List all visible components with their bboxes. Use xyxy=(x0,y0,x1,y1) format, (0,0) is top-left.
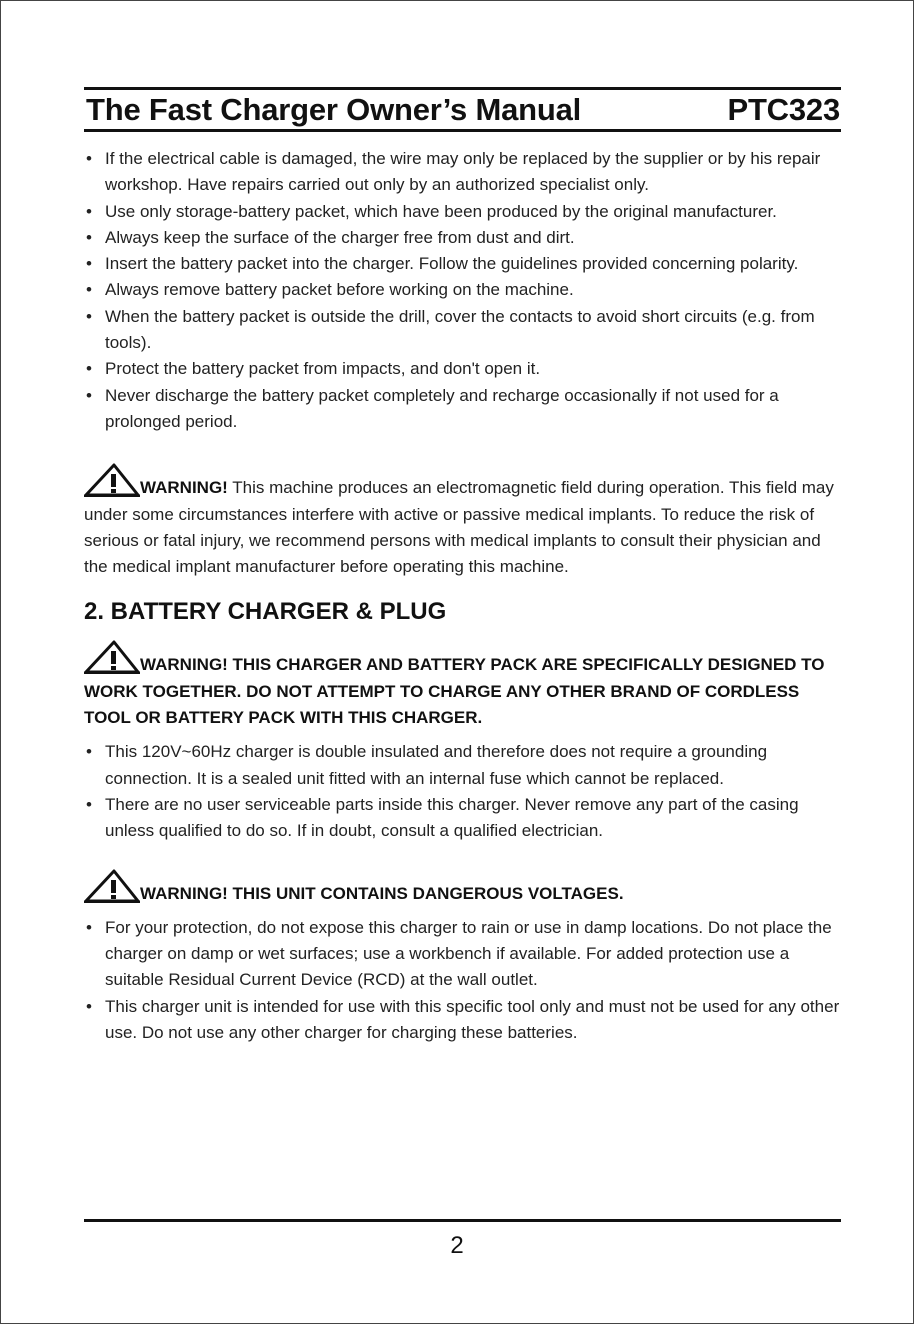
compatibility-warning xyxy=(84,640,844,731)
list-item: • Use only storage-battery packet, which have been produced by the original manufacturer. xyxy=(84,199,844,225)
header-rule-bottom xyxy=(84,129,841,132)
warning-triangle-icon xyxy=(84,463,140,497)
protection-bullet-list xyxy=(84,915,844,1046)
page-number: 2 xyxy=(450,1232,464,1259)
list-item: • Always keep the surface of the charger free from dust and dirt. xyxy=(84,225,844,251)
list-item: • Never discharge the battery packet completely and recharge occasionally if not used for a prolonged period. xyxy=(84,383,844,436)
footer-rule xyxy=(84,1219,841,1222)
page-content xyxy=(84,146,844,1046)
manual-header xyxy=(86,92,840,128)
list-item: • This 120V~60Hz charger is double insulated and therefore does not require a grounding connection. It is a sealed unit fitted with an internal fuse which cannot be replaced. xyxy=(84,739,844,792)
manual-title: The Fast Charger Owner’s Manual xyxy=(86,92,582,127)
list-item: • Insert the battery packet into the charger. Follow the guidelines provided concerning polarity. xyxy=(84,251,844,277)
list-item: • There are no user serviceable parts inside this charger. Never remove any part of the casing unless qualified to do so. If in doubt, consult a qualified electrician. xyxy=(84,792,844,845)
list-item: • If the electrical cable is damaged, the wire may only be replaced by the supplier or by his repair workshop. Have repairs carried out only by an authorized specialist only. xyxy=(84,146,844,199)
warning-triangle-icon xyxy=(84,640,140,674)
list-item: • For your protection, do not expose this charger to rain or use in damp locations. Do not place the charger on damp or wet surfaces; use a workbench if available. For added protection use a suitable Residual Current Device (RCD) at the wall outlet. xyxy=(84,915,844,994)
emf-warning xyxy=(84,463,844,580)
model-number: PTC323 xyxy=(727,92,840,127)
list-item: • When the battery packet is outside the drill, cover the contacts to avoid short circuits (e.g. from tools). xyxy=(84,304,844,357)
header-rule-top xyxy=(84,87,841,90)
warning-caps-text: WARNING! THIS UNIT CONTAINS DANGEROUS VOLTAGES. xyxy=(140,883,624,903)
list-item: • Always remove battery packet before working on the machine. xyxy=(84,277,844,303)
list-item: • Protect the battery packet from impacts, and don't open it. xyxy=(84,356,844,382)
voltage-warning xyxy=(84,869,844,907)
safety-bullet-list xyxy=(84,146,844,435)
section-heading: 2. BATTERY CHARGER & PLUG xyxy=(84,598,447,626)
warning-caps-text: WARNING! THIS CHARGER AND BATTERY PACK ARE SPECIFICALLY DESIGNED TO WORK TOGETHER. DO NOT ATTEMPT TO CHARGE ANY OTHER BRAND OF CORDLESS TOOL OR BATTERY PACK WITH THIS CHARGER. xyxy=(84,655,825,728)
charger-bullet-list xyxy=(84,739,844,844)
warning-triangle-icon xyxy=(84,869,140,903)
warning-label: WARNING! xyxy=(140,478,228,498)
list-item: • This charger unit is intended for use with this specific tool only and must not be used for any other use. Do not use any other charger for charging these batteries. xyxy=(84,994,844,1047)
warning-text: This machine produces an electromagnetic field during operation. This field may under some circumstances interfere with active or passive medical implants. To reduce the risk of serious or fatal injury, we recommend persons with medical implants to consult their physician and the medical implant manufacturer before operating this machine. xyxy=(84,478,834,577)
